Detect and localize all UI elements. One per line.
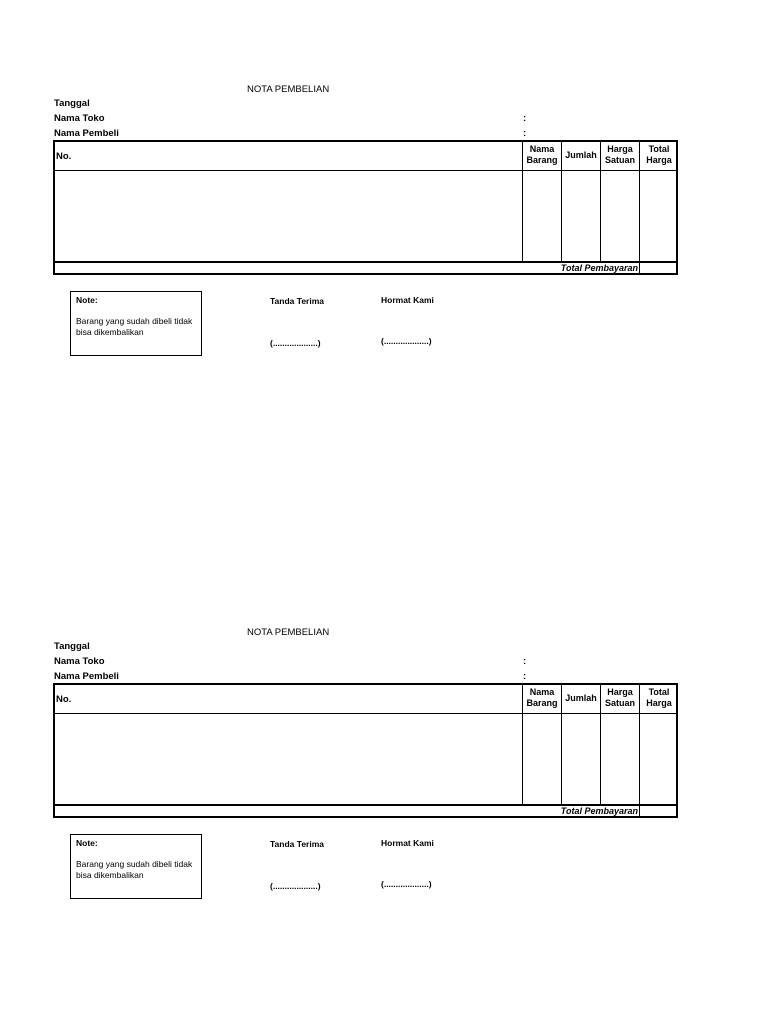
header-divider (55, 713, 676, 714)
buyer-name-label: Nama Pembeli (54, 128, 119, 139)
date-label: Tanggal (54, 641, 90, 652)
total-payment-label: Total Pembayaran (560, 263, 638, 273)
note-box (70, 291, 202, 356)
total-cell-divider (639, 261, 640, 275)
column-header-jumlah: Jumlah (565, 150, 597, 160)
column-header-harga-satuan: Harga Satuan (604, 144, 635, 165)
buyer-name-colon: : (523, 671, 527, 682)
items-table (53, 140, 678, 275)
note-text: Barang yang sudah dibeli tidak bisa dikembalikan (76, 316, 193, 337)
column-header-jumlah: Jumlah (565, 693, 597, 703)
sender-signature-label: Hormat Kami (381, 295, 434, 305)
receipt-title: NOTA PEMBELIAN (247, 627, 330, 638)
column-header-harga-satuan: Harga Satuan (604, 687, 635, 708)
purchase-receipt-2 (0, 543, 768, 891)
items-table (53, 683, 678, 818)
column-header-total-harga: Total Harga (646, 144, 672, 165)
receiver-signature-line: (...................) (270, 881, 321, 891)
column-header-no: No. (56, 694, 72, 705)
store-name-label: Nama Toko (54, 113, 105, 124)
store-name-colon: : (523, 656, 527, 667)
receipt-title: NOTA PEMBELIAN (247, 84, 330, 95)
sender-signature-line: (...................) (381, 879, 432, 889)
column-header-nama-barang: Nama Barang (526, 144, 558, 165)
sender-signature-label: Hormat Kami (381, 838, 434, 848)
store-name-colon: : (523, 113, 527, 124)
receiver-signature-line: (...................) (270, 338, 321, 348)
column-header-no: No. (56, 151, 72, 162)
note-title: Note: (76, 838, 98, 848)
buyer-name-label: Nama Pembeli (54, 671, 119, 682)
header-divider (55, 170, 676, 171)
sender-signature-line: (...................) (381, 336, 432, 346)
column-header-nama-barang: Nama Barang (526, 687, 558, 708)
receiver-signature-label: Tanda Terima (270, 296, 325, 306)
store-name-label: Nama Toko (54, 656, 105, 667)
buyer-name-colon: : (523, 128, 527, 139)
date-label: Tanggal (54, 98, 90, 109)
total-payment-label: Total Pembayaran (560, 806, 638, 816)
note-text: Barang yang sudah dibeli tidak bisa dikembalikan (76, 859, 193, 880)
column-header-total-harga: Total Harga (646, 687, 672, 708)
note-title: Note: (76, 295, 98, 305)
receiver-signature-label: Tanda Terima (270, 839, 325, 849)
note-box (70, 834, 202, 899)
total-cell-divider (639, 804, 640, 818)
purchase-receipt-1 (0, 0, 768, 348)
